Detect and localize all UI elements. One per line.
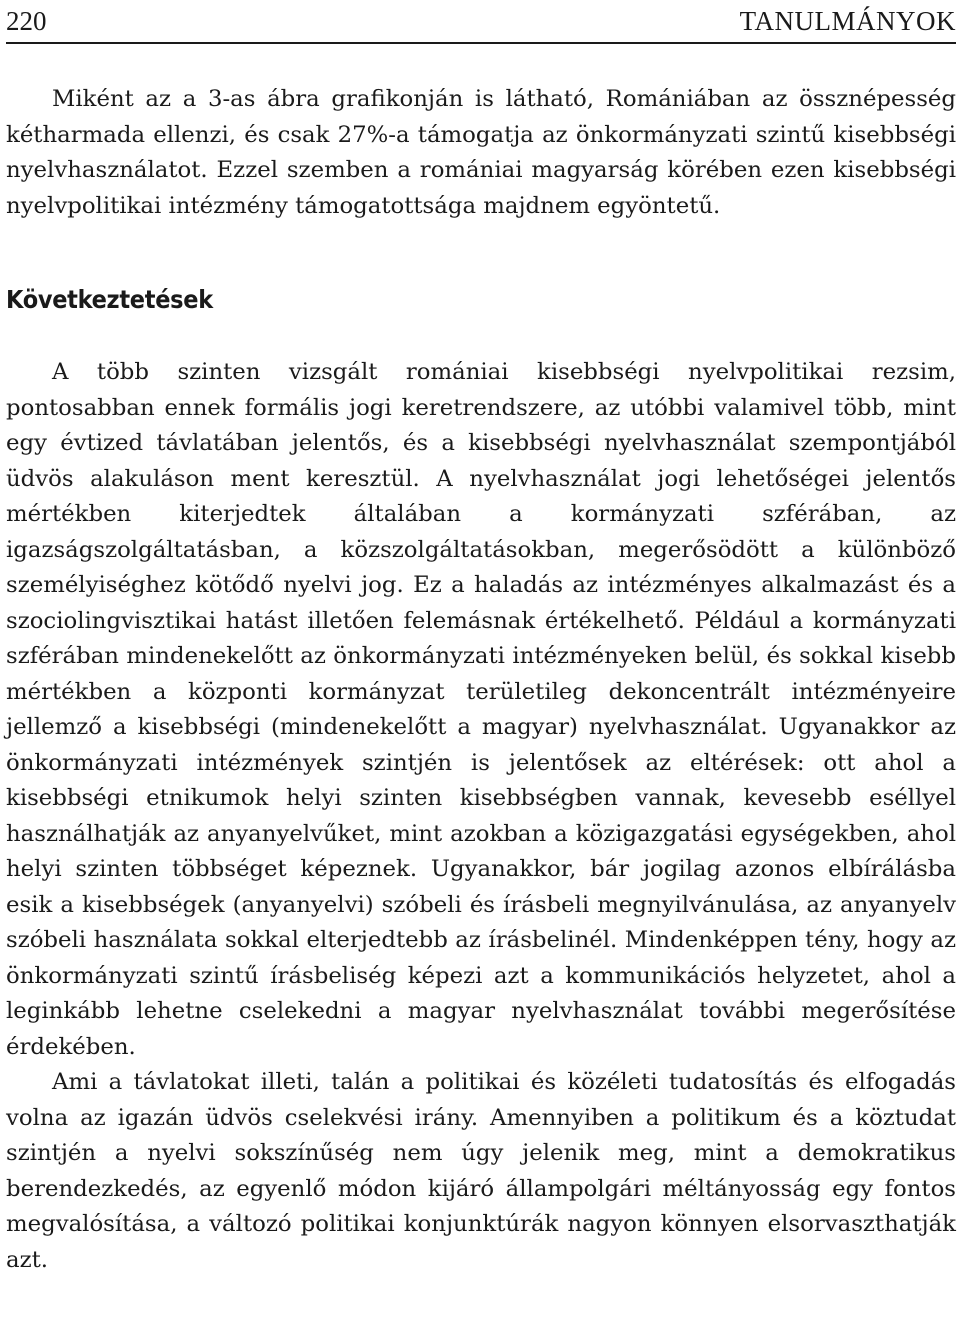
intro-paragraph: Miként az a 3-as ábra grafikonján is látható, Romániában az össznépesség kétharmada ellenzi, és csak 27%-a támogatja az önkormányzati szintű kisebbségi nyelvhasználatot. Ezzel szemben a romániai magyarság körében ezen kisebbségi nyelvpolitikai intézmény támogatottsága majdnem egyöntetű.	[6, 86, 956, 219]
section-heading: Következtetések	[6, 285, 213, 314]
section-label: TANULMÁNYOK	[739, 6, 956, 36]
outlook-paragraph: Ami a távlatokat illeti, talán a politikai és közéleti tudatosítás és elfogadás volna az igazán üdvös cselekvési irány. Amennyiben a politikum és a köztudat szintjén a nyelvi sokszínűség nem úgy jelenik meg, mint a demokratikus berendezkedés, az egyenlő módon kijáró állampolgári méltányosság egy fontos megvalósítása, a változó politikai konjunktúrák nagyon könnyen elsorvaszthatják azt.	[6, 1069, 956, 1273]
conclusions-paragraph: A több szinten vizsgált romániai kisebbségi nyelvpolitikai rezsim, pontosabban ennek formális jogi keretrendszere, az utóbbi valamivel több, mint egy évtized távlatában jelentős, és a kisebbségi nyelvhasználat szempontjából üdvös alakuláson ment keresztül. A nyelvhasználat jogi lehetőségei jelentős mértékben kiterjedtek általában a kormányzati szférában, az igazságszolgáltatásban, a közszolgáltatásokban, megerősödött a különböző személyiséghez kötődő nyelvi jog. Ez a haladás az intézményes alkalmazást és a szociolingvisztikai hatást illetően felemásnak értékelhető. Például a kormányzati szférában mindenekelőtt az önkormányzati intézményeken belül, és sokkal kisebb mértékben a központi kormányzat területileg dekoncentrált intézményeire jellemző a kisebbségi (mindenekelőtt a magyar) nyelvhasználat. Ugyanakkor az önkormányzati intézmények szintjén is jelentősek az eltérések: ott ahol a kisebbségi etnikumok helyi szinten kisebbségben vannak, kevesebb eséllyel használhatják az anyanyelvűket, mint azokban a közigazgatási egységekben, ahol helyi szinten többséget képeznek. Ugyanakkor, bár jogilag azonos elbírálásba esik a kisebbségek (anyanyelvi) szóbeli és írásbeli megnyilvánulása, az anyanyelv szóbeli használata sokkal elterjedtebb az írásbelinél. Mindenképpen tény, hogy az önkormányzati szintű írásbeliség képezi azt a kommunikációs helyzetet, ahol a leginkább lehetne cselekedni a magyar nyelvhasználat további megerősítése érdekében.	[6, 359, 956, 1060]
document-page	[6, 0, 956, 1278]
running-header	[6, 2, 956, 44]
page-number: 220	[6, 6, 47, 36]
